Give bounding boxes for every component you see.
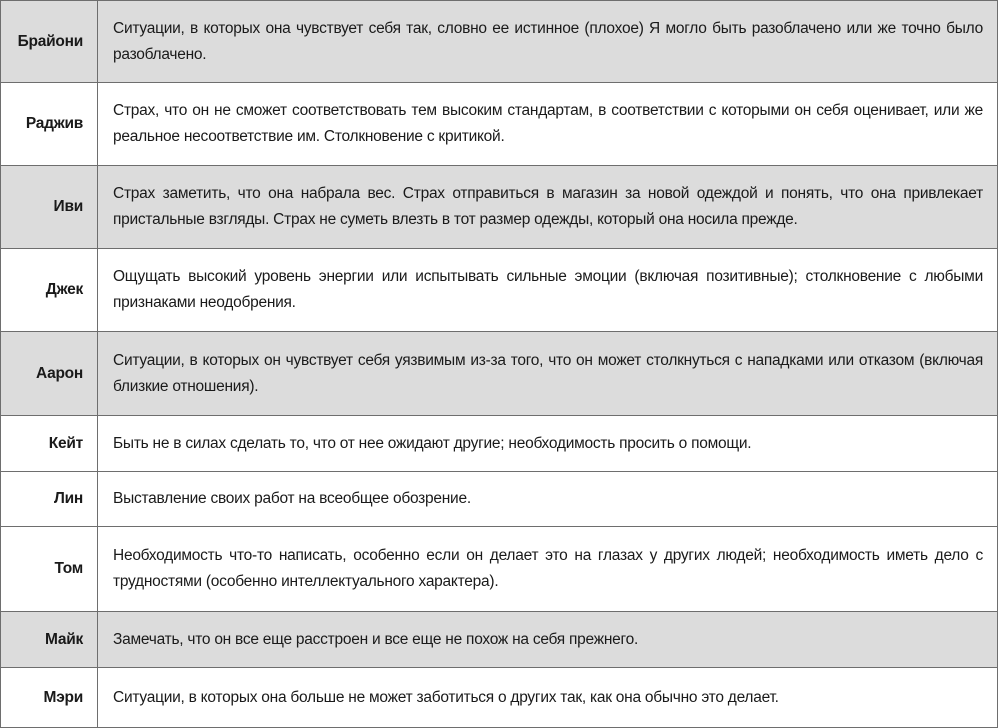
situation-text: Страх заметить, что она набрала вес. Страх отправиться в магазин за новой одеждой и понять, что она привлекает пристальные взгляды. Страх не суметь влезть в тот размер одежды, который она носила прежде. [98, 166, 998, 249]
table-row [1, 668, 998, 728]
person-name: Мэри [1, 668, 98, 728]
person-name: Аарон [1, 332, 98, 416]
person-name: Джек [1, 249, 98, 332]
situation-text: Быть не в силах сделать то, что от нее ожидают другие; необходимость просить о помощи. [98, 416, 998, 472]
person-name: Иви [1, 166, 98, 249]
person-name: Раджив [1, 83, 98, 166]
table-row [1, 1, 998, 83]
situation-text: Ситуации, в которых она чувствует себя так, словно ее истинное (плохое) Я могло быть разоблачено или же точно было разоблачено. [98, 1, 998, 83]
situation-text: Ощущать высокий уровень энергии или испытывать сильные эмоции (включая позитивные); столкновение с любыми признаками неодобрения. [98, 249, 998, 332]
person-name: Брайони [1, 1, 98, 83]
table-row [1, 332, 998, 416]
table-row [1, 472, 998, 527]
situation-text: Страх, что он не сможет соответствовать тем высоким стандартам, в соответствии с которыми он себя оценивает, или же реальное несоответствие им. Столкновение с критикой. [98, 83, 998, 166]
situation-text: Ситуации, в которых он чувствует себя уязвимым из-за того, что он может столкнуться с нападками или отказом (включая близкие отношения). [98, 332, 998, 416]
situation-text: Выставление своих работ на всеобщее обозрение. [98, 472, 998, 527]
table-row [1, 249, 998, 332]
situation-text: Необходимость что-то написать, особенно если он делает это на глазах у других людей; необходимость иметь дело с трудностями (особенно интеллектуального характера). [98, 527, 998, 612]
person-name: Лин [1, 472, 98, 527]
situation-text: Замечать, что он все еще расстроен и все еще не похож на себя прежнего. [98, 612, 998, 668]
person-name: Кейт [1, 416, 98, 472]
table-row [1, 416, 998, 472]
situation-text: Ситуации, в которых она больше не может заботиться о других так, как она обычно это делает. [98, 668, 998, 728]
table-row [1, 166, 998, 249]
table-row [1, 612, 998, 668]
table-row [1, 527, 998, 612]
person-name: Том [1, 527, 98, 612]
person-name: Майк [1, 612, 98, 668]
table-row [1, 83, 998, 166]
